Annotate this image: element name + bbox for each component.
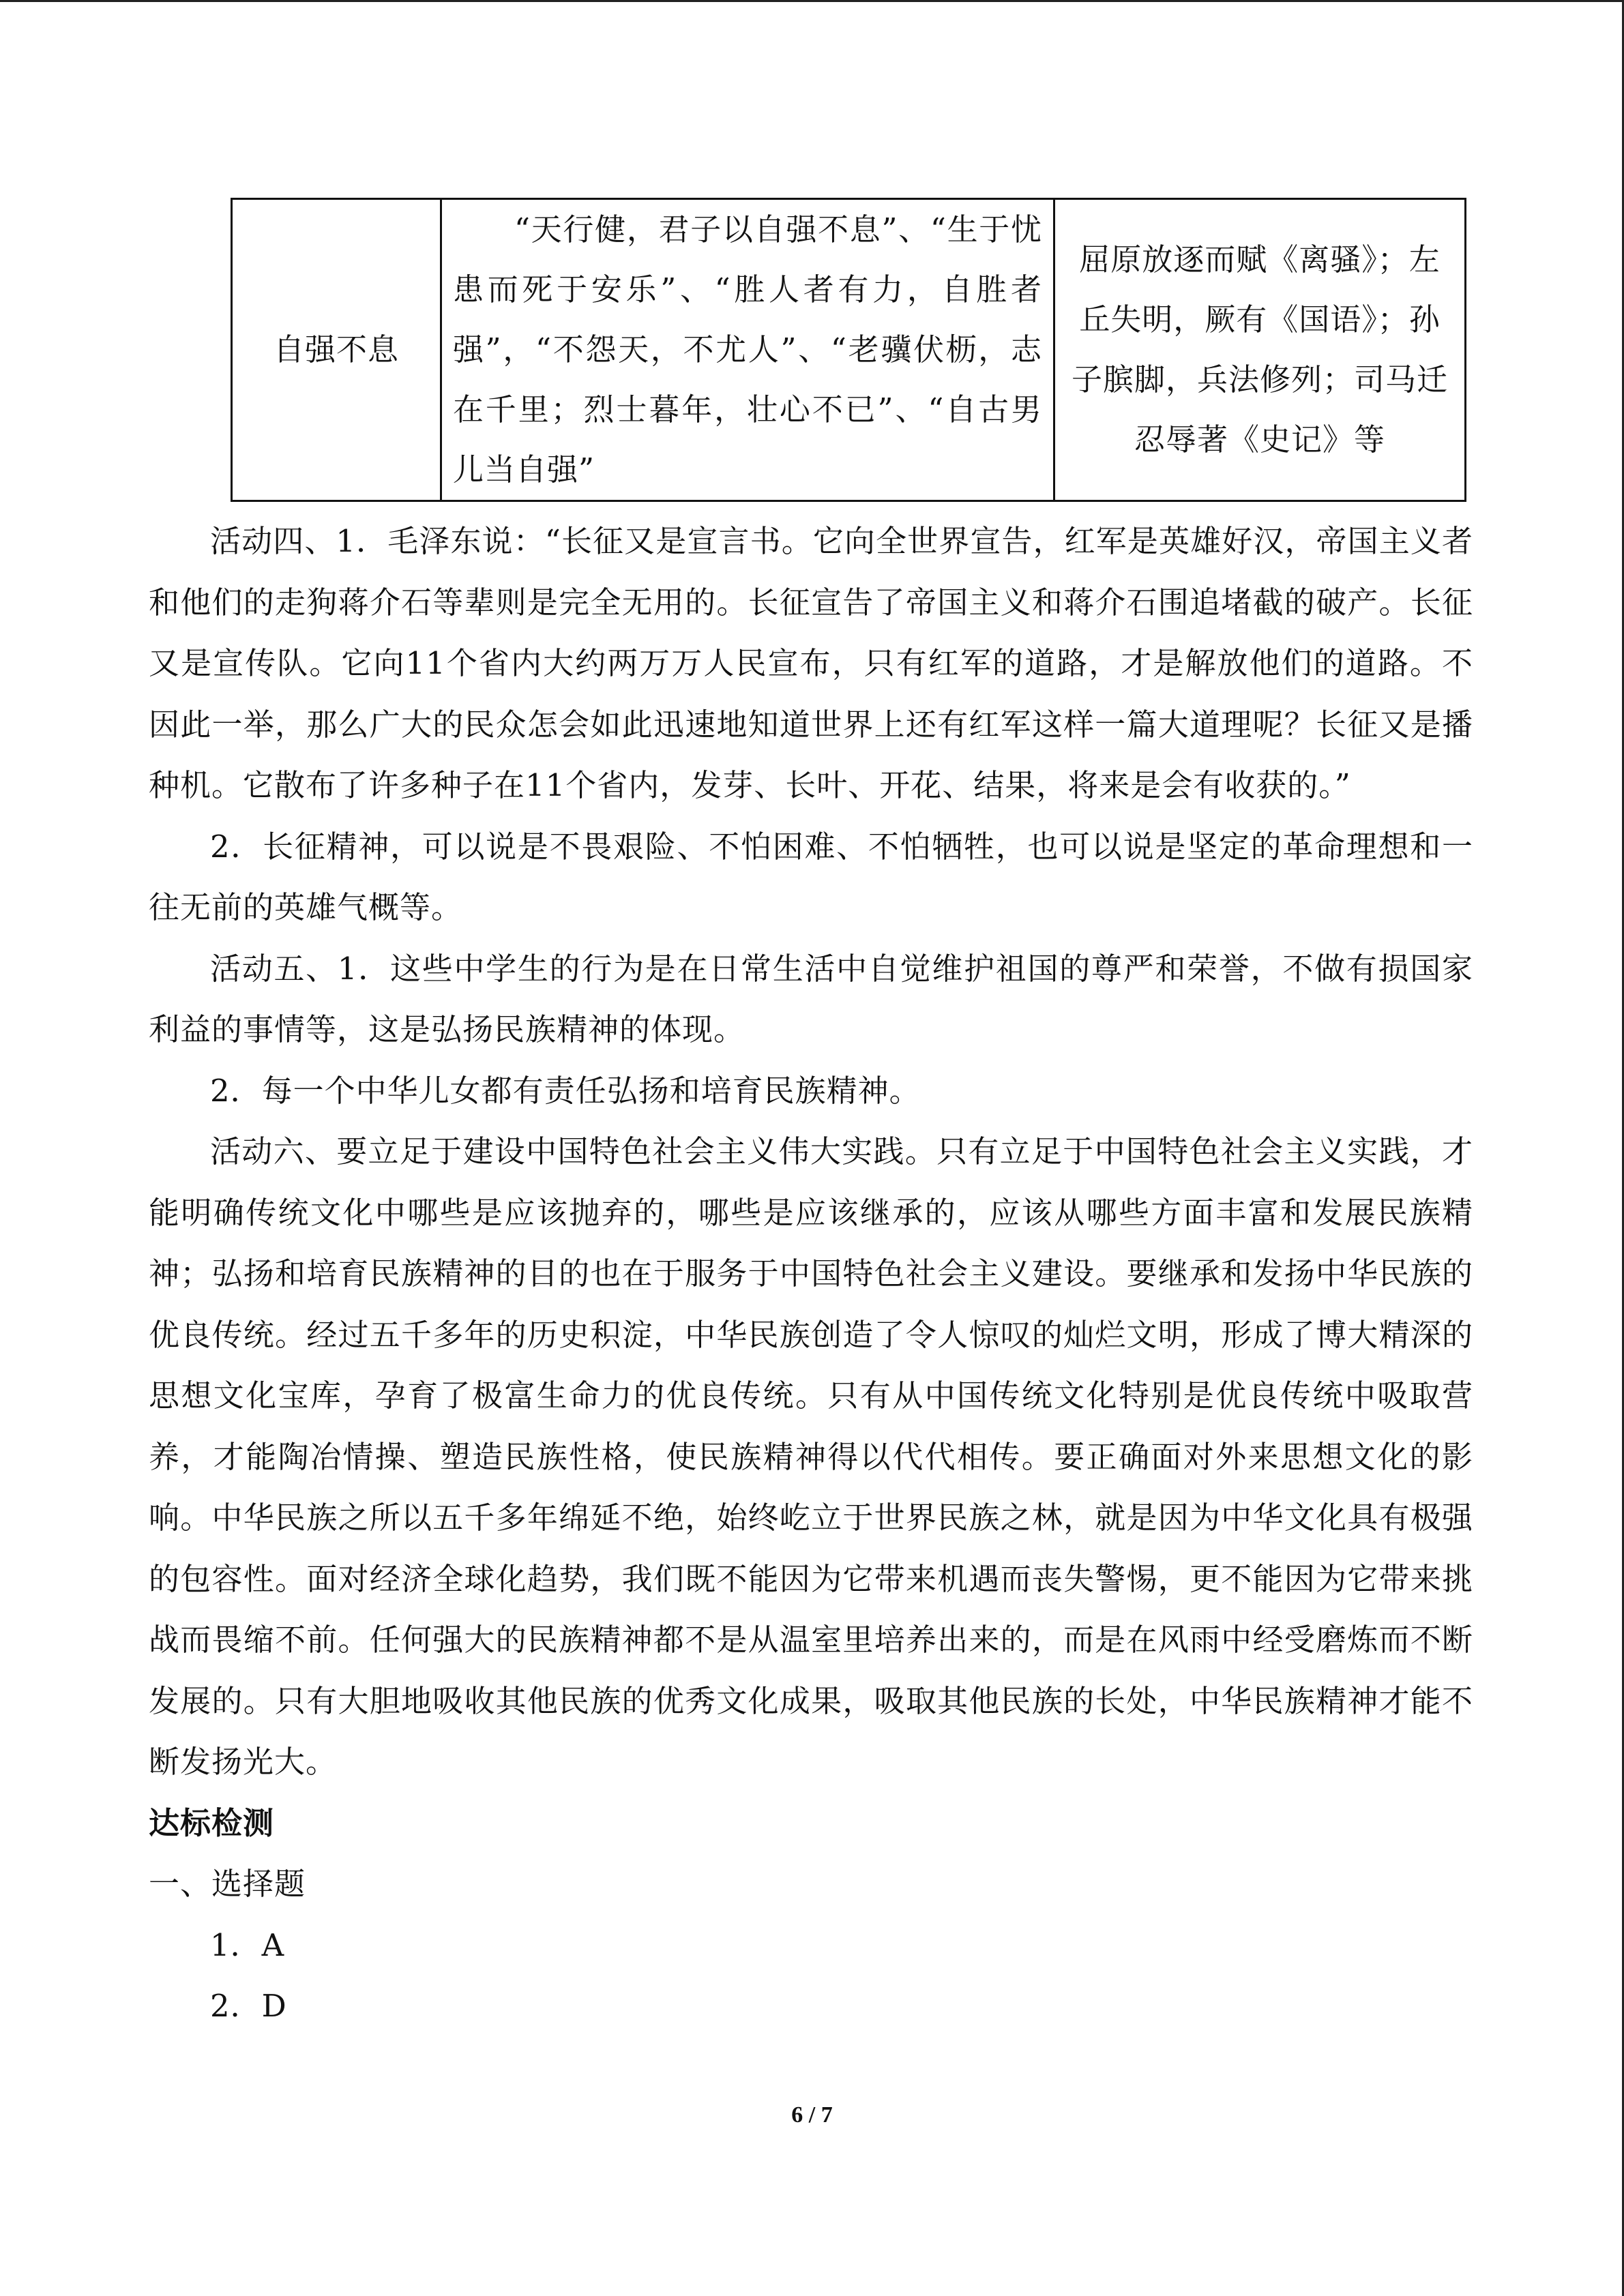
answer-item: 1．A	[210, 1926, 285, 1963]
paragraph-activity-five-2: 2．每一个中华儿女都有责任弘扬和培育民族精神。	[210, 1072, 921, 1109]
answer-item: 2．D	[210, 1988, 287, 2024]
spirit-table	[231, 198, 1466, 502]
paragraph-activity-five-1: 活动五、1．这些中学生的行为是在日常生活中自觉维护祖国的尊严和荣誉，不做有损国家利益的事情等，这是弘扬民族精神的体现。	[149, 950, 1473, 1047]
subsection-heading: 一、选择题	[149, 1866, 306, 1902]
paragraph-activity-six: 活动六、要立足于建设中国特色社会主义伟大实践。只有立足于中国特色社会主义实践，才能明确传统文化中哪些是应该抛弃的，哪些是应该继承的，应该从哪些方面丰富和发展民族精神；弘扬和培育民族精神的目的也在于服务于中国特色社会主义建设。要继承和发扬中华民族的优良传统。经过五千多年的历史积淀，中华民族创造了令人惊叹的灿烂文明，形成了博大精深的思想文化宝库，孕育了极富生命力的优良传统。只有从中国传统文化特别是优良传统中吸取营养，才能陶冶情操、塑造民族性格，使民族精神得以代代相传。要正确面对外来思想文化的影响。中华民族之所以五千多年绵延不绝，始终屹立于世界民族之林，就是因为中华文化具有极强的包容性。面对经济全球化趋势，我们既不能因为它带来机遇而丧失警惕，更不能因为它带来挑战而畏缩不前。任何强大的民族精神都不是从温室里培养出来的，而是在风雨中经受磨炼而不断发展的。只有大胆地吸收其他民族的优秀文化成果，吸取其他民族的长处，中华民族精神才能不断发扬光大。	[149, 1133, 1473, 1780]
paragraph-activity-four-1: 活动四、1．毛泽东说：“长征又是宣言书。它向全世界宣告，红军是英雄好汉，帝国主义者和他们的走狗蒋介石等辈则是完全无用的。长征宣告了帝国主义和蒋介石围追堵截的破产。长征又是宣传队。它向11个省内大约两万万人民宣布，只有红军的道路，才是解放他们的道路。不因此一举，那么广大的民众怎会如此迅速地知道世界上还有红军这样一篇大道理呢？长征又是播种机。它散布了许多种子在11个省内，发芽、长叶、开花、结果，将来是会有收获的。”	[149, 523, 1473, 803]
page-number: 6 / 7	[791, 2102, 833, 2128]
section-heading: 达标检测	[149, 1804, 275, 1841]
paragraph-activity-four-2: 2．长征精神，可以说是不畏艰险、不怕困难、不怕牺牲，也可以说是坚定的革命理想和一往无前的英雄气概等。	[149, 828, 1473, 925]
table-cell-examples: 屈原放逐而赋《离骚》；左丘失明，厥有《国语》；孙子膑脚，兵法修列；司马迁忍辱著《史记》等	[1054, 199, 1466, 501]
table-cell-quotes: “天行健，君子以自强不息”、“生于忧患而死于安乐”、“胜人者有力，自胜者强”，“不怨天，不尤人”、“老骥伏枥，志在千里；烈士暮年，壮心不已”、“自古男儿当自强”	[441, 199, 1054, 501]
document-body	[149, 511, 1473, 2037]
table-cell-name: 自强不息	[232, 199, 441, 501]
table-row	[232, 199, 1466, 501]
